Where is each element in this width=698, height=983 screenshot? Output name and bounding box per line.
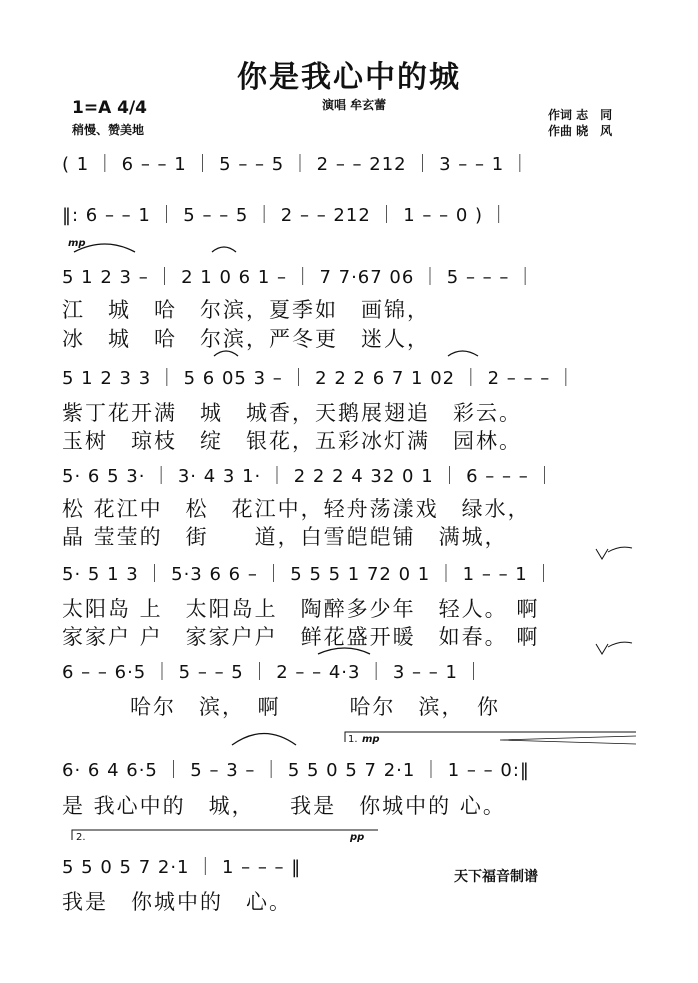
lyricist-credit: 作词 志 同 [548, 108, 613, 122]
lyric-line: 晶 莹莹的 街 道，白雪皑皑铺 满城， [62, 525, 508, 549]
notation-line-5: 5· 6 5 3· ｜ 3· 4 3 1· ｜ 2 2 2 4 32 0 1 ｜ 6 – – – ｜ [62, 466, 555, 487]
dynamic-pp: pp [350, 832, 365, 843]
lyric-line: 松 花江中 松 花江中，轻舟荡漾戏 绿水， [62, 497, 531, 521]
lyric-line: 是 我心中的 城， 我是 你城中的 心。 [62, 794, 506, 818]
lyric-line: 哈尔 滨， 啊 哈尔 滨， 你 [130, 695, 500, 719]
notation-line-7: 6 – – 6·5 ｜ 5 – – 5 ｜ 2 – – 4·3 ｜ 3 – – 1 ｜ [62, 662, 484, 683]
lyric-line: 江 城 哈 尔滨，夏季如 画锦， [62, 298, 430, 322]
volta-2: 2. [76, 832, 86, 843]
slur [448, 351, 478, 356]
notation-line-8: 6· 6 4 6·5 ｜ 5 – 3 – ｜ 5 5 0 5 7 2·1 ｜ 1 – – 0:‖ [62, 760, 530, 781]
notation-line-4: 5 1 2 3 3 ｜ 5 6 05 3 – ｜ 2 2 2 6 7 1 02 ｜ 2 – – – ｜ [62, 368, 576, 389]
singer-credit: 演唱 牟玄蕾 [322, 98, 387, 112]
tie [608, 642, 632, 647]
notation-line-3: 5 1 2 3 – ｜ 2 1 0 6 1 – ｜ 7 7·67 06 ｜ 5 – – – ｜ [62, 267, 536, 288]
lyric-line: 冰 城 哈 尔滨，严冬更 迷人， [62, 327, 430, 351]
notation-line-2: ‖: 6 – – 1 ｜ 5 – – 5 ｜ 2 – – 212 ｜ 1 – – 0 ) ｜ [62, 205, 509, 226]
watermark: 天下福音制谱 [454, 869, 538, 885]
notation-line-1: ( 1 ｜ 6 – – 1 ｜ 5 – – 5 ｜ 2 – – 212 ｜ 3 – – 1 ｜ [62, 154, 530, 175]
lyric-line: 玉树 琼枝 绽 银花，五彩冰灯满 园林。 [62, 429, 522, 453]
notation-line-6: 5· 5 1 3 ｜ 5·3 6 6 – ｜ 5 5 5 1 72 0 1 ｜ 1 – – 1 ｜ [62, 564, 554, 585]
lyric-line: 太阳岛 上 太阳岛上 陶醉多少年 轻人。 啊 [62, 597, 540, 621]
notation-line-9: 5 5 0 5 7 2·1 ｜ 1 – – – ‖ [62, 857, 302, 878]
breath-mark [596, 549, 608, 559]
dynamic-mp-volta: mp [362, 734, 380, 745]
breath-mark [596, 644, 608, 654]
page-title: 你是我心中的城 [237, 60, 461, 95]
slur [212, 247, 236, 252]
decrescendo-hairpin [500, 736, 636, 744]
volta-2-bracket [72, 830, 378, 840]
tempo-marking: 稍慢、赞美地 [72, 123, 145, 137]
dynamic-mp: mp [68, 238, 86, 249]
lyric-line: 我是 你城中的 心。 [62, 890, 292, 914]
tie [608, 547, 632, 552]
lyric-line: 家家户 户 家家户户 鲜花盛开暖 如春。 啊 [62, 625, 540, 649]
volta-1: 1. [348, 734, 358, 745]
key-signature: 1=A 4/4 [72, 98, 148, 118]
composer-credit: 作曲 晓 风 [548, 124, 613, 138]
slur [232, 734, 296, 746]
lyric-line: 紫丁花开满 城 城香，天鹅展翅追 彩云。 [62, 401, 522, 425]
